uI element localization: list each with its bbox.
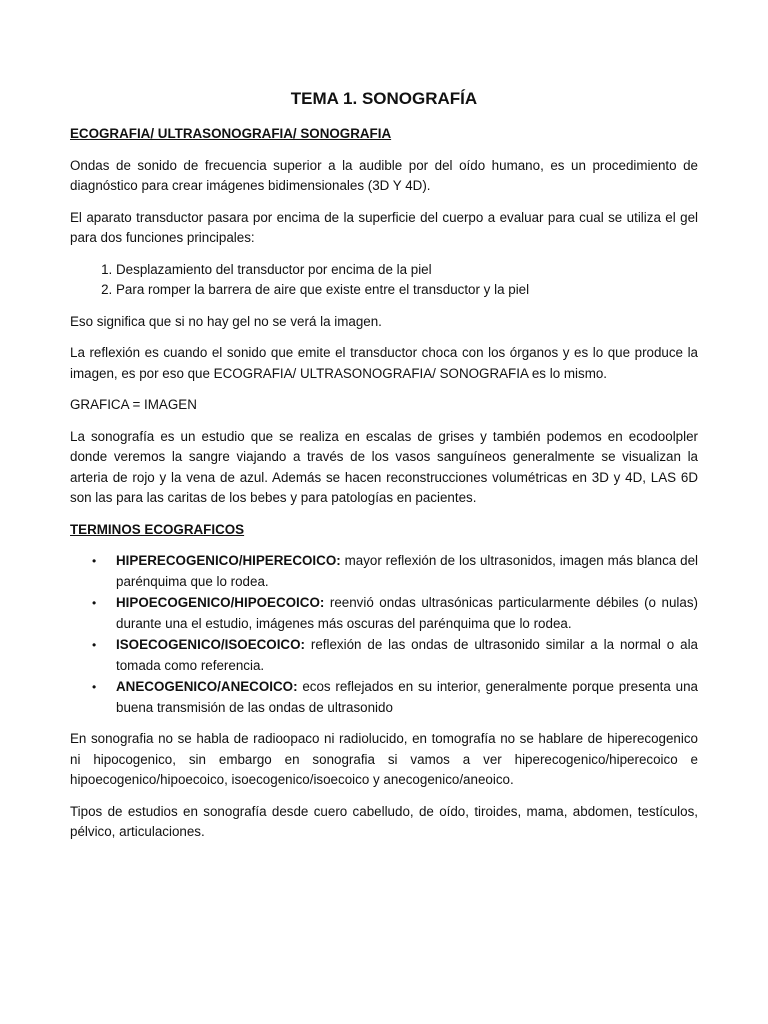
bullet-icon: • <box>92 596 97 610</box>
section-heading-terminos: TERMINOS ECOGRAFICOS <box>70 521 245 537</box>
bullet-icon: • <box>92 554 97 568</box>
term-label: HIPOECOGENICO/HIPOECOICO: <box>116 595 325 610</box>
bullet-icon: • <box>92 680 97 694</box>
bullet-icon: • <box>92 638 97 652</box>
list-item: 2. Para romper la barrera de aire que existe entre el transductor y la piel <box>116 280 698 301</box>
term-definition: ecos reflejados en su interior, generalmente porque presenta una buena transmisión de las ondas de ultrasonido <box>116 679 698 715</box>
term-item <box>70 635 698 676</box>
term-label: HIPERECOGENICO/HIPERECOICO: <box>116 553 341 568</box>
term-definition: reenvió ondas ultrasónicas particularmente débiles (o nulas) durante una el estudio, imágenes más oscuras del parénquima que lo rodea. <box>116 595 698 631</box>
paragraph-sonografia: La sonografía es un estudio que se realiza en escalas de grises y también podemos en ecodoolpler donde veremos la sangre viajando a través de los vasos sanguíneos generalmente se visualizan la arteria de rojo y la vena de azul. Además se hacen reconstrucciones volumétricas en 3D y 4D, LAS 6D son las para las caritas de los bebes y para patologías en pacientes. <box>70 428 698 505</box>
terms-list <box>70 551 698 718</box>
paragraph-reflexion: La reflexión es cuando el sonido que emite el transductor choca con los órganos y es lo que produce la imagen, es por eso que ECOGRAFIA/ ULTRASONOGRAFIA/ SONOGRAFIA es lo mismo. <box>70 345 698 381</box>
term-definition: reflexión de las ondas de ultrasonido similar a la normal o ala tomada como referencia. <box>116 637 698 673</box>
document-title: TEMA 1. SONOGRAFÍA <box>290 89 478 108</box>
list-item: 1. Desplazamiento del transductor por encima de la piel <box>116 260 698 281</box>
paragraph-gel-note: Eso significa que si no hay gel no se verá la imagen. <box>70 313 382 329</box>
paragraph-definition: Ondas de sonido de frecuencia superior a la audible por del oído humano, es un procedimiento de diagnóstico para crear imágenes bidimensionales (3D Y 4D). <box>70 157 698 193</box>
term-label: ANECOGENICO/ANECOICO: <box>116 679 298 694</box>
term-item <box>70 677 698 718</box>
paragraph-grafica: GRAFICA = IMAGEN <box>70 397 197 412</box>
section-heading-ecografia: ECOGRAFIA/ ULTRASONOGRAFIA/ SONOGRAFIA <box>70 126 392 141</box>
paragraph-radioopaco: En sonografia no se habla de radioopaco ni radiolucido, en tomografía no se hablare de hiperecogenico ni hipocogenico, sin embargo en sonografia si vamos a ver hiperecogenico/hiperecoico e hipoecogenico/hipoecoico, isoecogenico/isoecoico y anecogenico/aneoico. <box>70 731 698 787</box>
term-definition: mayor reflexión de los ultrasonidos, imagen más blanca del parénquima que lo rodea. <box>116 553 698 589</box>
term-item <box>70 551 698 592</box>
gel-functions-list <box>70 260 698 301</box>
paragraph-transductor: El aparato transductor pasara por encima de la superficie del cuerpo a evaluar para cual se utiliza el gel para dos funciones principales: <box>70 209 698 245</box>
paragraph-tipos-estudios: Tipos de estudios en sonografía desde cuero cabelludo, de oído, tiroides, mama, abdomen, testículos, pélvico, articulaciones. <box>70 803 698 839</box>
term-label: ISOECOGENICO/ISOECOICO: <box>116 637 305 652</box>
term-item <box>70 593 698 634</box>
